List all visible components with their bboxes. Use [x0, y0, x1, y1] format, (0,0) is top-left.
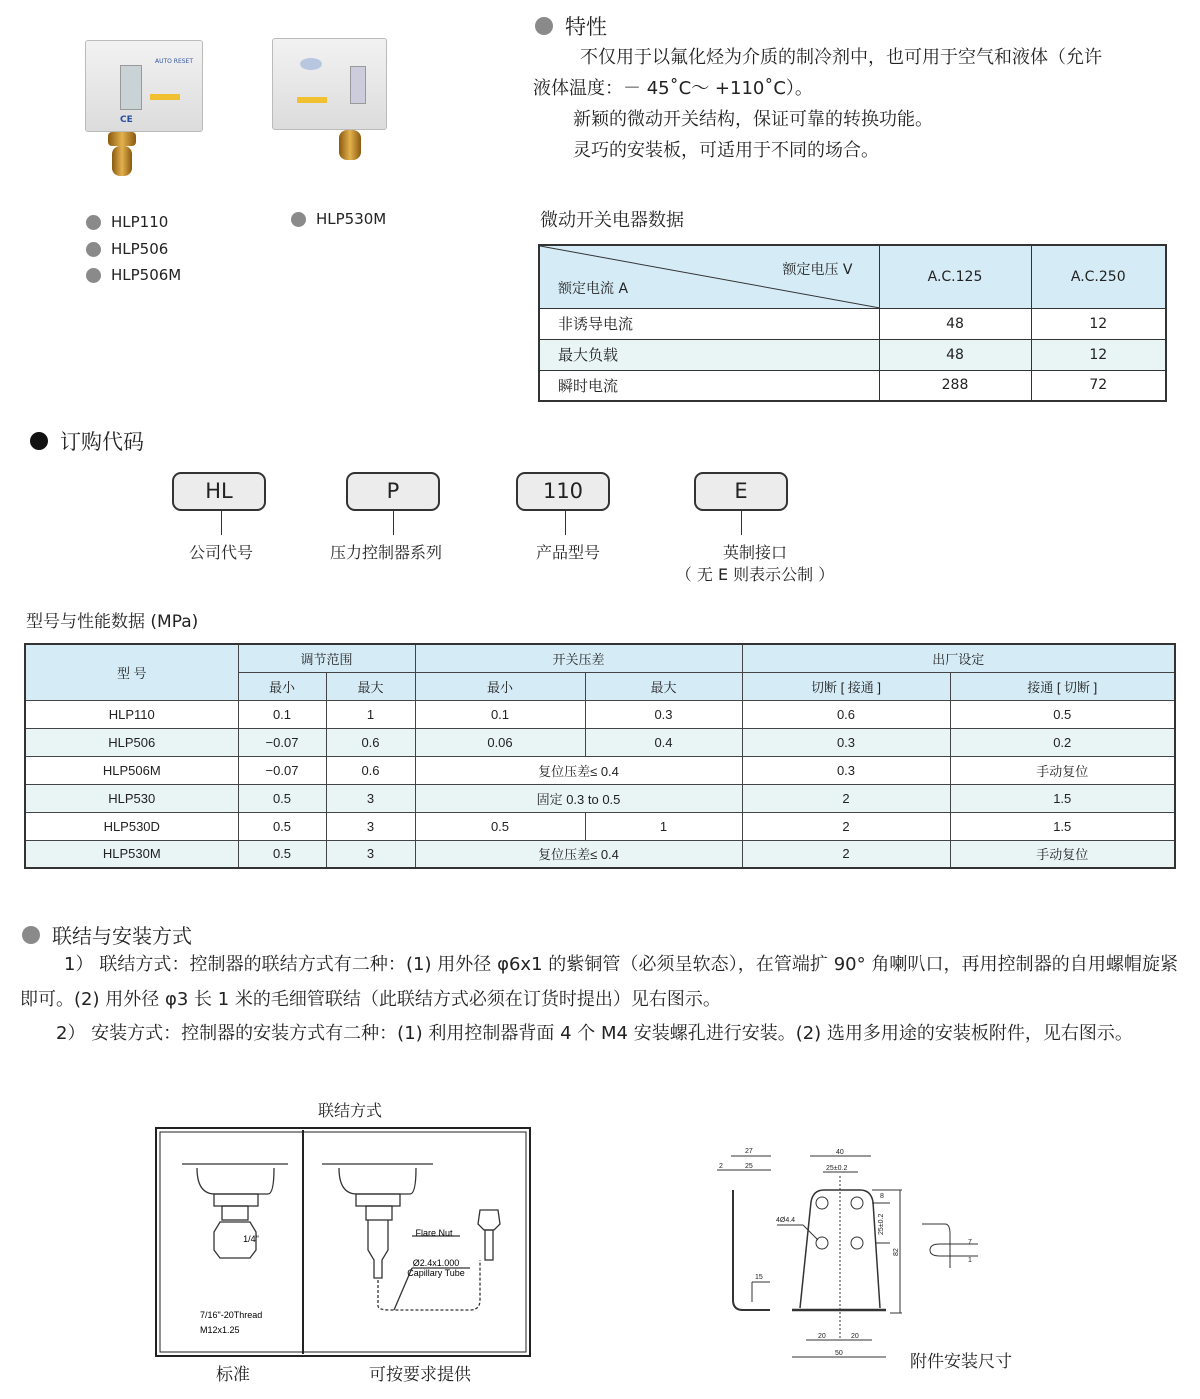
code-label: 公司代号 [188, 543, 253, 562]
dim-label: 8 [880, 1193, 884, 1200]
cell-rmin: 0.5 [238, 784, 326, 812]
flare-label-1: 1/4" [243, 1234, 259, 1244]
cell-rmax: 0.6 [326, 756, 415, 784]
cell-dmax: 1 [585, 812, 742, 840]
cell-rmin: 0.5 [238, 812, 326, 840]
cell: 48 [879, 339, 1031, 370]
table-row [25, 840, 1175, 868]
current-header: 额定电流 A [558, 281, 629, 297]
column-header: A.C.250 [1031, 245, 1166, 308]
cell-model: HLP530D [25, 812, 238, 840]
column-header: A.C.125 [879, 245, 1031, 308]
standard-fitting-drawing [182, 1164, 288, 1258]
bracket-caption: 附件安装尺寸 [910, 1352, 1012, 1372]
subheader: 最小 [238, 672, 326, 700]
dim-label: 2 [719, 1163, 723, 1170]
row-label: 非诱导电流 [539, 308, 879, 339]
switch-table-title: 微动开关电器数据 [540, 210, 684, 231]
subheader: 最小 [415, 672, 585, 700]
cell-diff: 复位压差≤ 0.4 [415, 756, 742, 784]
dim-label: 20 [851, 1333, 859, 1340]
bullet-icon [22, 926, 40, 944]
cell-on: 1.5 [950, 812, 1175, 840]
table-row [539, 308, 1166, 339]
dim-label: 40 [836, 1149, 844, 1156]
table-row [25, 784, 1175, 812]
heading-text: 订购代码 [60, 430, 144, 454]
cell-model: HLP506 [25, 728, 238, 756]
model-hlp530m [291, 210, 386, 228]
row-label: 瞬时电流 [539, 370, 879, 401]
cell: 48 [879, 308, 1031, 339]
model-hlp506m [86, 266, 181, 284]
dim-label: 1 [968, 1257, 972, 1264]
cell-rmax: 1 [326, 700, 415, 728]
code-box-p: P [346, 472, 440, 511]
cell-off: 0.3 [742, 756, 950, 784]
bracket-diagram [700, 1140, 1000, 1370]
cell-rmax: 3 [326, 784, 415, 812]
cell-model: HLP506M [25, 756, 238, 784]
diagonal-header-cell [539, 245, 879, 308]
features-line: 灵巧的安装板，可适用于不同的场合。 [573, 140, 879, 161]
cell-off: 0.6 [742, 700, 950, 728]
cell-model: HLP530 [25, 784, 238, 812]
dim-label: 27 [745, 1148, 753, 1155]
dim-label: 82 [893, 1248, 900, 1256]
dim-label: 20 [818, 1333, 826, 1340]
cell: 288 [879, 370, 1031, 401]
header-factory: 出厂设定 [742, 644, 1175, 672]
code-box-e: E [694, 472, 788, 511]
cell-dmin: 0.06 [415, 728, 585, 756]
table-row [539, 339, 1166, 370]
cell-rmin: −0.07 [238, 728, 326, 756]
bullet-icon [86, 215, 101, 230]
install-paragraph-1: 1） 联结方式：控制器的联结方式有二种：(1) 用外径 φ6x1 的紫铜管（必须呈软态），在管端扩 90° 角喇叭口，再用控制器的自用螺帽旋紧即可。(2) 用外径 φ3 长 1 米的毛细管联结（此联结方式必须在订货时提出）见右图示。 [20, 954, 1178, 1010]
connector-line [565, 511, 566, 535]
features-line: 不仅用于以氟化烃为介质的制冷剂中，也可用于空气和液体（允许 [580, 47, 1102, 68]
model-hlp110 [86, 213, 168, 231]
standard-label: 标准 [216, 1365, 250, 1385]
heading-text: 特性 [565, 15, 607, 39]
thread-label: 7/16"-20Thread [200, 1310, 263, 1320]
capillary-label-2: Capillary Tube [407, 1268, 465, 1278]
connector-line [393, 511, 394, 535]
bullet-icon [291, 212, 306, 227]
cell-off: 0.3 [742, 728, 950, 756]
subheader: 最大 [326, 672, 415, 700]
connection-diagram [150, 1120, 540, 1395]
row-label: 最大负载 [539, 339, 879, 370]
dim-label: 25 [745, 1163, 753, 1170]
optional-label: 可按要求提供 [369, 1365, 471, 1385]
header-diff: 开关压差 [415, 644, 742, 672]
cell-off: 2 [742, 840, 950, 868]
bullet-icon [86, 242, 101, 257]
connection-figure-title: 联结方式 [318, 1101, 383, 1120]
subheader: 接通 [ 切断 ] [950, 672, 1175, 700]
bullet-icon [535, 17, 553, 35]
features-line: 液体温度：－ 45˚C～ +110˚C）。 [533, 78, 813, 99]
dim-label: 7 [968, 1239, 972, 1246]
features-line: 新颖的微动开关结构，保证可靠的转换功能。 [573, 109, 933, 130]
cell-rmax: 3 [326, 812, 415, 840]
install-heading [22, 920, 192, 949]
dim-label: 25±0.2 [826, 1165, 848, 1172]
cell: 72 [1031, 370, 1166, 401]
dim-label: 15 [755, 1274, 763, 1281]
capillary-label-1: Ø2.4x1.000 [412, 1258, 460, 1268]
table-row [25, 812, 1175, 840]
performance-table [24, 643, 1176, 869]
device-label: AUTO RESET [155, 58, 194, 65]
install-paragraph-2: 2） 安装方式：控制器的安装方式有二种：(1) 利用控制器背面 4 个 M4 安装螺孔进行安装。(2) 选用多用途的安装板附件，见右图示。 [56, 1023, 1133, 1044]
dim-label: 50 [835, 1350, 843, 1357]
cell-rmin: 0.1 [238, 700, 326, 728]
capillary-fitting-drawing [322, 1164, 500, 1310]
cell-off: 2 [742, 812, 950, 840]
table-row [25, 728, 1175, 756]
subheader: 最大 [585, 672, 742, 700]
cell-rmin: 0.5 [238, 840, 326, 868]
cell-diff: 固定 0.3 to 0.5 [415, 784, 742, 812]
perf-table-title: 型号与性能数据 (MPa) [26, 612, 199, 632]
cell-model: HLP530M [25, 840, 238, 868]
flare-label-2: Flare Nut [415, 1228, 453, 1238]
order-code-heading [30, 426, 144, 456]
subheader: 切断 [ 接通 ] [742, 672, 950, 700]
cell-model: HLP110 [25, 700, 238, 728]
model-hlp506 [86, 240, 168, 258]
connector-line [221, 511, 222, 535]
code-label: 产品型号 [535, 543, 600, 562]
voltage-header: 额定电压 V [782, 262, 853, 278]
header-model: 型 号 [25, 644, 238, 700]
model-label: HLP110 [111, 213, 169, 231]
model-label: HLP506 [111, 240, 169, 258]
bullet-icon [86, 268, 101, 283]
cell: 12 [1031, 339, 1166, 370]
model-label: HLP506M [111, 266, 182, 284]
table-row [539, 370, 1166, 401]
code-label: 压力控制器系列 [329, 543, 442, 562]
connector-line [741, 511, 742, 535]
dim-label: 4Ø4.4 [776, 1217, 796, 1224]
cell-on: 0.5 [950, 700, 1175, 728]
cell-on: 0.2 [950, 728, 1175, 756]
cell-diff: 复位压差≤ 0.4 [415, 840, 742, 868]
code-label: 英制接口 [722, 543, 787, 562]
switch-data-table [538, 244, 1167, 402]
cell-dmax: 0.4 [585, 728, 742, 756]
cell-off: 2 [742, 784, 950, 812]
table-row [25, 700, 1175, 728]
cell-on: 手动复位 [950, 756, 1175, 784]
metric-label: M12x1.25 [200, 1325, 240, 1335]
header-range: 调节范围 [238, 644, 415, 672]
cell: 12 [1031, 308, 1166, 339]
table-row [25, 756, 1175, 784]
cell-on: 1.5 [950, 784, 1175, 812]
bullet-icon [30, 432, 48, 450]
code-box-110: 110 [516, 472, 610, 511]
code-box-hl: HL [172, 472, 266, 511]
cell-on: 手动复位 [950, 840, 1175, 868]
cell-dmax: 0.3 [585, 700, 742, 728]
features-heading [535, 11, 607, 41]
cell-rmax: 0.6 [326, 728, 415, 756]
dim-label: 25±0.2 [878, 1213, 885, 1235]
model-label: HLP530M [316, 210, 387, 228]
cell-rmin: −0.07 [238, 756, 326, 784]
cell-dmin: 0.1 [415, 700, 585, 728]
cell-rmax: 3 [326, 840, 415, 868]
cell-dmin: 0.5 [415, 812, 585, 840]
code-sublabel: （ 无 E 则表示公制 ） [675, 565, 835, 584]
heading-text: 联结与安装方式 [52, 924, 192, 948]
